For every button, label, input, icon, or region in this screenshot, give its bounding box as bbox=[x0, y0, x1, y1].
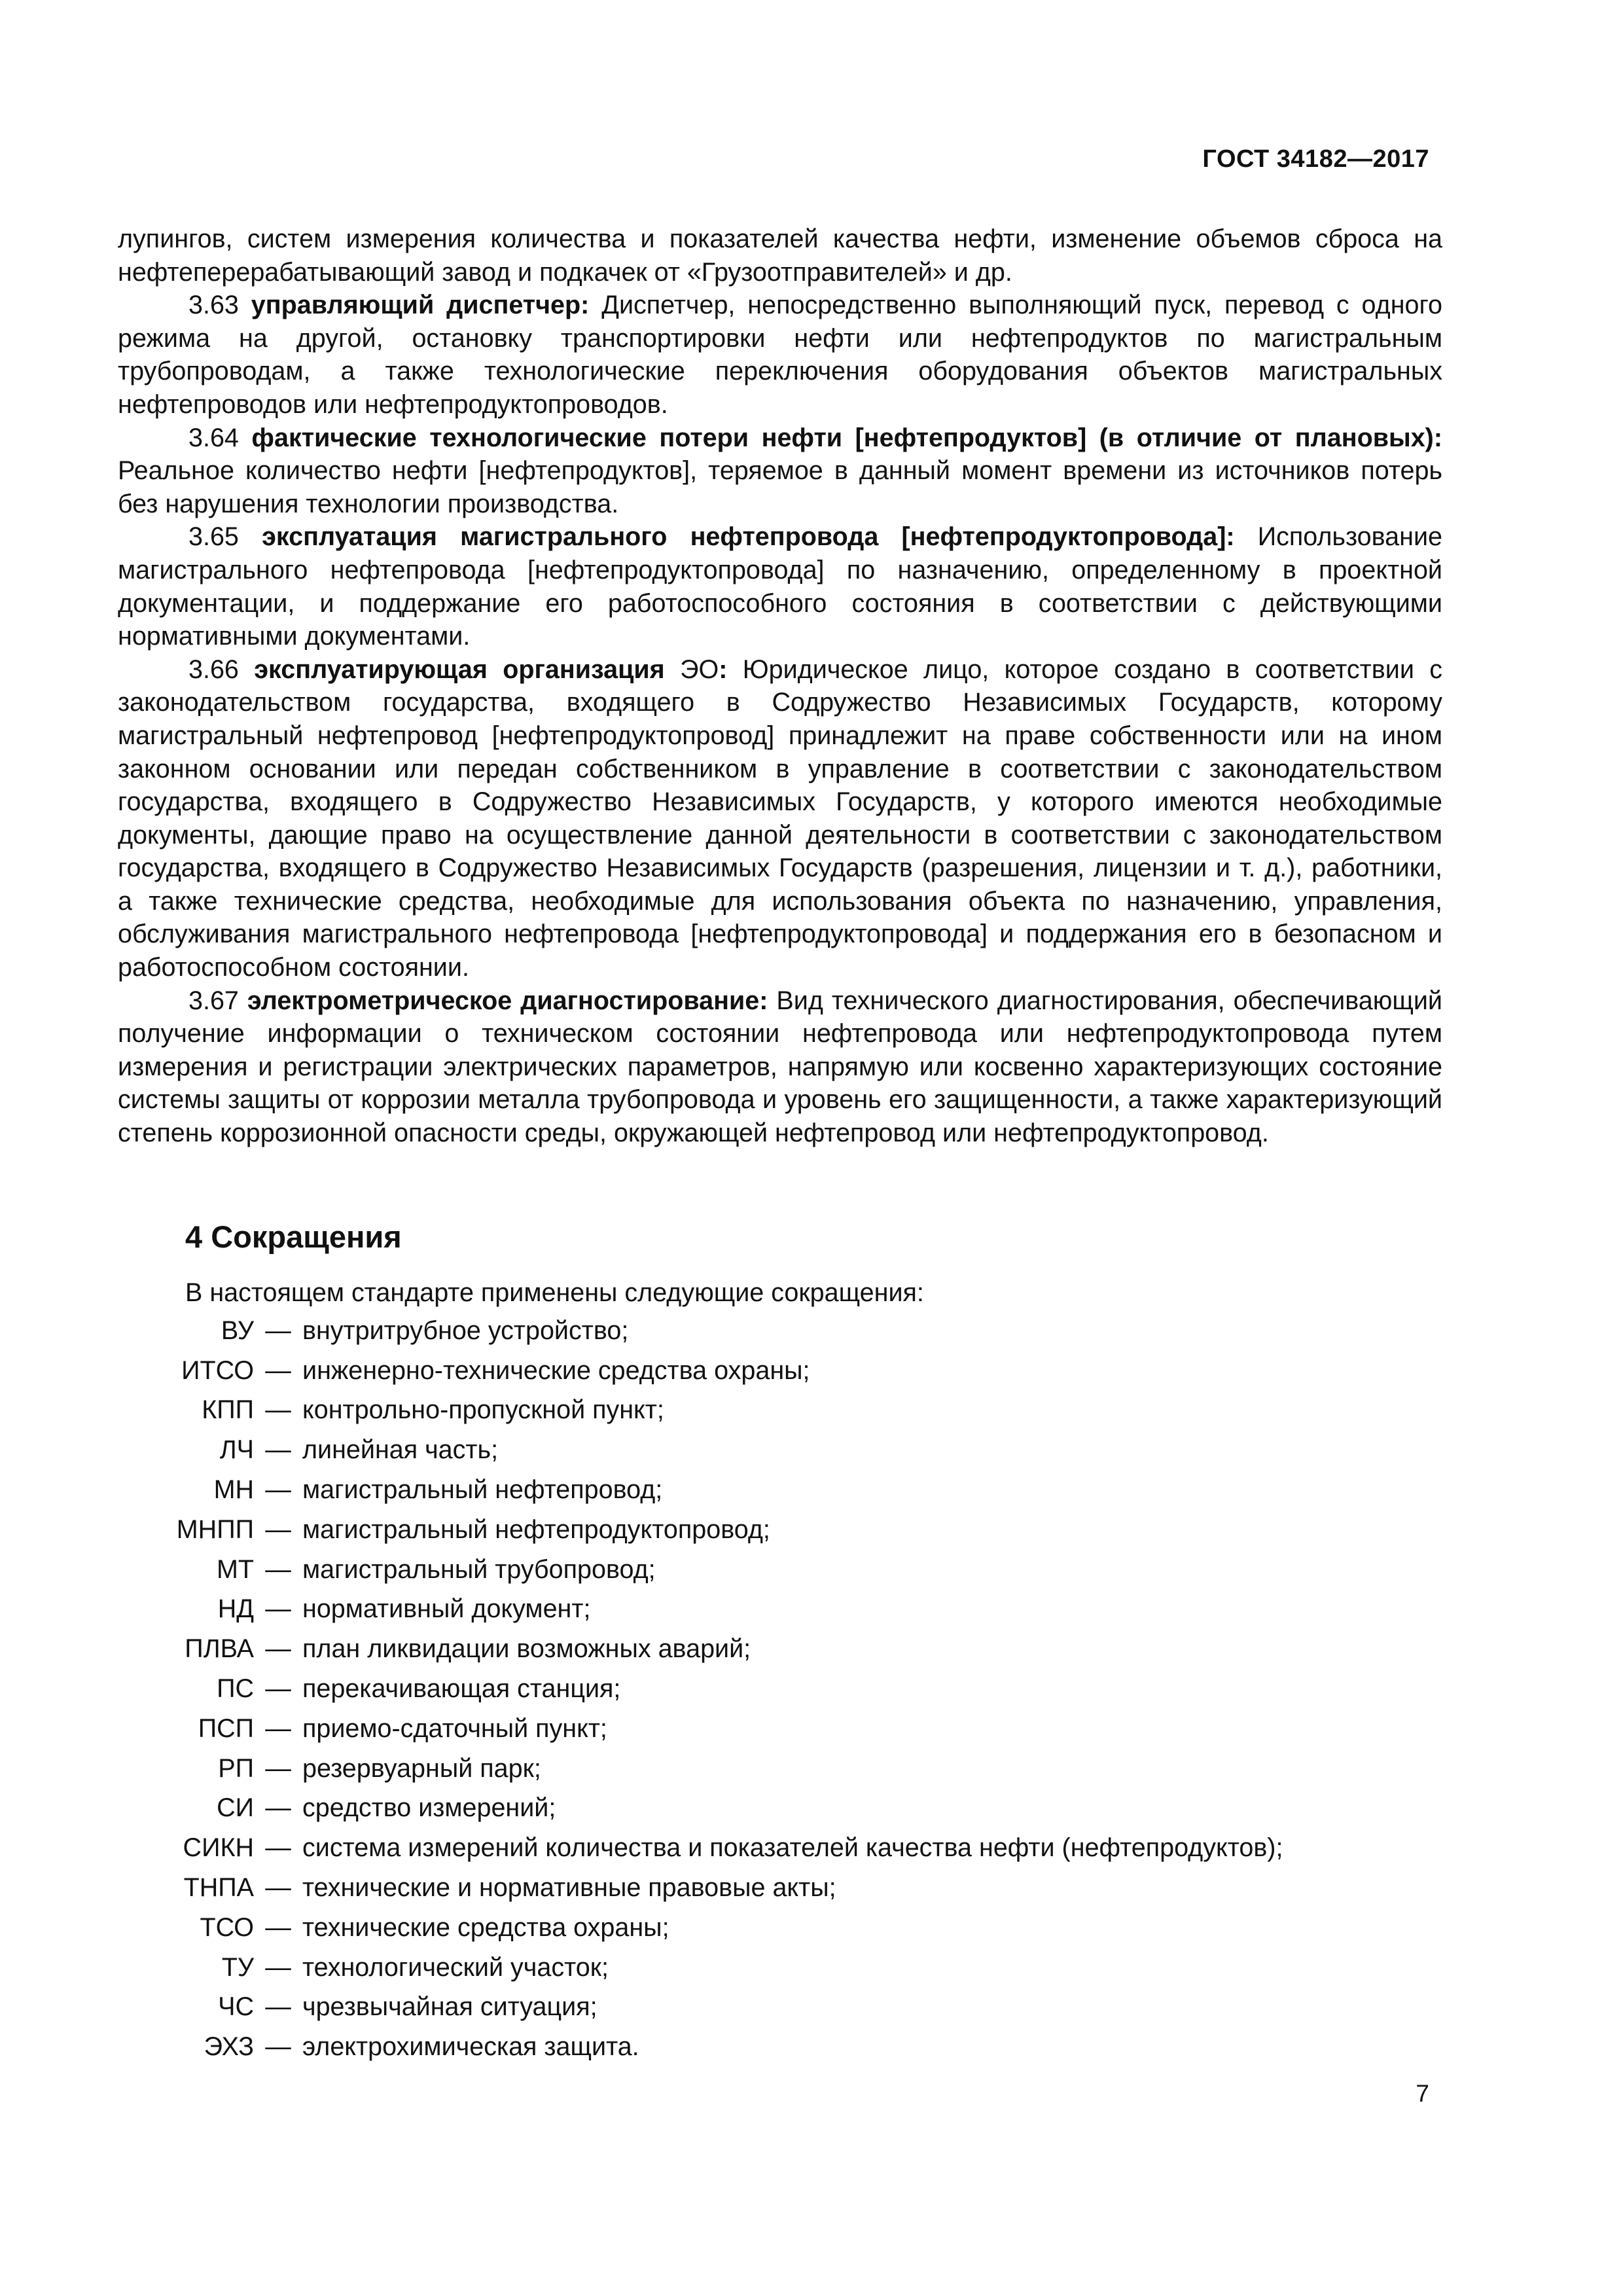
term-number: 3.63 bbox=[188, 291, 239, 320]
abbreviation-definition: внутритрубное устройство; bbox=[302, 1316, 629, 1345]
abbreviation-definition: перекачивающая станция; bbox=[302, 1674, 621, 1704]
abbreviation-key: ИТСО bbox=[181, 1355, 254, 1385]
term-name: управляющий диспетчер: bbox=[251, 291, 590, 320]
abbreviation-definition: технические средства охраны; bbox=[302, 1912, 669, 1942]
abbreviation-dash: — bbox=[265, 1992, 291, 2022]
abbreviation-row bbox=[92, 1868, 1466, 1908]
abbreviation-definition: резервуарный парк; bbox=[302, 1753, 541, 1783]
abbreviation-row bbox=[92, 1789, 1466, 1829]
term-3-63 bbox=[118, 289, 1442, 421]
abbreviation-dash: — bbox=[265, 1316, 291, 1345]
abbreviation-key: ЧС bbox=[218, 1992, 254, 2022]
abbreviation-key: РП bbox=[218, 1753, 254, 1783]
abbreviation-dash: — bbox=[265, 1554, 291, 1584]
document-id-header: ГОСТ 34182—2017 bbox=[1202, 145, 1429, 173]
abbreviation-key: МТ bbox=[216, 1554, 254, 1584]
abbreviation-dash: — bbox=[265, 1435, 291, 1465]
abbreviation-dash: — bbox=[265, 1952, 291, 1982]
abbreviation-row bbox=[92, 1430, 1466, 1470]
abbreviation-key: ТСО bbox=[200, 1912, 254, 1942]
abbreviation-dash: — bbox=[265, 2032, 291, 2062]
abbreviation-definition: средство измерений; bbox=[302, 1793, 556, 1823]
term-3-67 bbox=[118, 984, 1442, 1150]
abbreviation-row bbox=[92, 1749, 1466, 1789]
abbreviation-row bbox=[92, 1510, 1466, 1550]
abbreviation-key: ПС bbox=[217, 1674, 254, 1704]
abbreviation-dash: — bbox=[265, 1515, 291, 1544]
abbreviation-definition: инженерно-технические средства охраны; bbox=[302, 1355, 810, 1385]
abbreviation-dash: — bbox=[265, 1912, 291, 1942]
abbreviation-key: ВУ bbox=[221, 1316, 254, 1345]
abbreviation-row bbox=[92, 1828, 1466, 1868]
term-number: 3.64 bbox=[188, 423, 239, 452]
abbreviation-key: ТНПА bbox=[183, 1873, 254, 1903]
term-definition: Реальное количество нефти [нефтепродуктов], теряемое в данный момент времени из источников потерь без нарушения технологии производства. bbox=[118, 456, 1442, 518]
abbreviation-dash: — bbox=[265, 1594, 291, 1624]
abbreviation-dash: — bbox=[265, 1355, 291, 1385]
abbreviation-row bbox=[92, 1948, 1466, 1988]
term-definition: Юридическое лицо, которое создано в соответствии с законодательством государства, входящего в Содружество Независимых Государств, которому магистральный нефтепровод [нефтепродуктопровод] принадлежит на праве собственности или на ином законном основании или передан собственником в управление в соответствии с законодательством государства, входящего в Содружество Независимых Государств, у которого имеются необходимые документы, дающие право на осуществление данной деятельности в соответствии с законодательством государства, входящего в Содружество Независимых Государств (разрешения, лицензии и т. д.), работники, а также технические средства, необходимые для использования объекта по назначению, управления, обслуживания магистрального нефтепровода [нефтепродуктопровода] и поддержания его в безопасном и работоспособном состоянии. bbox=[118, 655, 1442, 982]
abbreviation-row bbox=[92, 1351, 1466, 1391]
abbreviation-row bbox=[92, 1908, 1466, 1948]
abbreviation-definition: нормативный документ; bbox=[302, 1594, 591, 1624]
abbreviation-definition: электрохимическая защита. bbox=[302, 2032, 639, 2062]
abbreviation-row bbox=[92, 1988, 1466, 2028]
abbreviation-dash: — bbox=[265, 1475, 291, 1505]
abbreviation-row bbox=[92, 1669, 1466, 1709]
abbreviation-dash: — bbox=[265, 1793, 291, 1823]
abbreviation-dash: — bbox=[265, 1753, 291, 1783]
abbreviation-row bbox=[92, 1629, 1466, 1669]
abbreviation-key: ПЛВА bbox=[185, 1634, 254, 1664]
abbreviation-row bbox=[92, 1550, 1466, 1590]
abbreviation-definition: технологический участок; bbox=[302, 1952, 609, 1982]
abbreviation-row bbox=[92, 1391, 1466, 1431]
abbreviation-row bbox=[92, 1590, 1466, 1630]
term-3-64 bbox=[118, 422, 1442, 521]
term-name: эксплуатирующая организация bbox=[254, 655, 665, 684]
abbreviation-key: МНПП bbox=[176, 1515, 254, 1544]
abbreviation-key: ЛЧ bbox=[219, 1435, 254, 1465]
abbreviation-key: КПП bbox=[202, 1395, 254, 1425]
abbreviation-row bbox=[92, 1470, 1466, 1510]
term-number: 3.65 bbox=[188, 522, 239, 552]
section-title: 4 Сокращения bbox=[185, 1219, 402, 1254]
abbreviation-row bbox=[92, 2027, 1466, 2067]
term-definition: Вид технического диагностирования, обеспечивающий получение информации о техническом состоянии нефтепровода или нефтепродуктопровода путем измерения и регистрации электрических параметров, напрямую или косвенно характеризующих состояние системы защиты от коррозии металла трубопровода и уровень его защищенности, а также характеризующий степень коррозионной опасности среды, окружающей нефтепровод или нефтепродуктопровод. bbox=[118, 986, 1442, 1148]
term-3-66 bbox=[118, 653, 1442, 984]
abbreviation-dash: — bbox=[265, 1674, 291, 1704]
abbreviation-key: ПСП bbox=[198, 1713, 254, 1743]
abbreviation-dash: — bbox=[265, 1873, 291, 1903]
abbreviation-definition: система измерений количества и показателей качества нефти (нефтепродуктов); bbox=[302, 1833, 1283, 1863]
abbreviation-dash: — bbox=[265, 1634, 291, 1664]
abbreviation-definition: магистральный нефтепродуктопровод; bbox=[302, 1515, 770, 1544]
abbreviation-definition: приемо-сдаточный пункт; bbox=[302, 1713, 607, 1743]
abbreviation-definition: чрезвычайная ситуация; bbox=[302, 1992, 597, 2022]
abbreviation-key: ЭХЗ bbox=[204, 2032, 254, 2062]
term-name: эксплуатация магистрального нефтепровода [нефтепродуктопровода]: bbox=[262, 522, 1235, 552]
abbreviation-definition: технические и нормативные правовые акты; bbox=[302, 1873, 836, 1903]
abbreviation-definition: магистральный трубопровод; bbox=[302, 1554, 656, 1584]
abbreviation-key: СИ bbox=[217, 1793, 254, 1823]
abbreviation-definition: контрольно-пропускной пункт; bbox=[302, 1395, 664, 1425]
abbreviation-dash: — bbox=[265, 1395, 291, 1425]
term-number: 3.67 bbox=[188, 986, 239, 1015]
terms-body bbox=[118, 223, 1442, 1150]
abbreviation-definition: план ликвидации возможных аварий; bbox=[302, 1634, 751, 1664]
abbreviation-definition: магистральный нефтепровод; bbox=[302, 1475, 663, 1505]
term-definition: Диспетчер, непосредственно выполняющий пуск, перевод с одного режима на другой, остановку транспортировки нефти или нефтепродуктов по магистральным трубопроводам, а также технологические переключения оборудования объектов магистральных нефтепроводов или нефтепродуктопроводов. bbox=[118, 291, 1442, 419]
section-intro: В настоящем стандарте применены следующие сокращения: bbox=[185, 1278, 924, 1307]
page-number: 7 bbox=[1416, 2080, 1429, 2107]
term-abbreviation: ЭО bbox=[680, 655, 719, 684]
abbreviation-list bbox=[92, 1311, 1466, 2067]
abbreviation-row bbox=[92, 1709, 1466, 1749]
term-name: фактические технологические потери нефти [нефтепродуктов] (в отличие от плановых): bbox=[251, 423, 1442, 452]
abbreviation-row bbox=[92, 1311, 1466, 1351]
term-3-65 bbox=[118, 520, 1442, 653]
abbreviation-definition: линейная часть; bbox=[302, 1435, 499, 1465]
abbreviation-key: ТУ bbox=[221, 1952, 254, 1982]
abbreviation-dash: — bbox=[265, 1713, 291, 1743]
term-number: 3.66 bbox=[188, 655, 239, 684]
term-name: электрометрическое диагностирование: bbox=[247, 986, 768, 1015]
term-definition: Использование магистрального нефтепровода [нефтепродуктопровода] по назначению, определенному в проектной документации, и поддержание его работоспособного состояния в соответствии с действующими нормативными документами. bbox=[118, 522, 1442, 651]
continuation-paragraph: лупингов, систем измерения количества и показателей качества нефти, изменение объемов сброса на нефтеперерабатывающий завод и подкачек от «Грузоотправителей» и др. bbox=[118, 224, 1442, 287]
abbreviation-key: МН bbox=[213, 1475, 254, 1505]
abbreviation-dash: — bbox=[265, 1833, 291, 1863]
abbreviation-key: СИКН bbox=[183, 1833, 254, 1863]
abbreviation-key: НД bbox=[217, 1594, 254, 1624]
term-colon: : bbox=[719, 655, 728, 684]
